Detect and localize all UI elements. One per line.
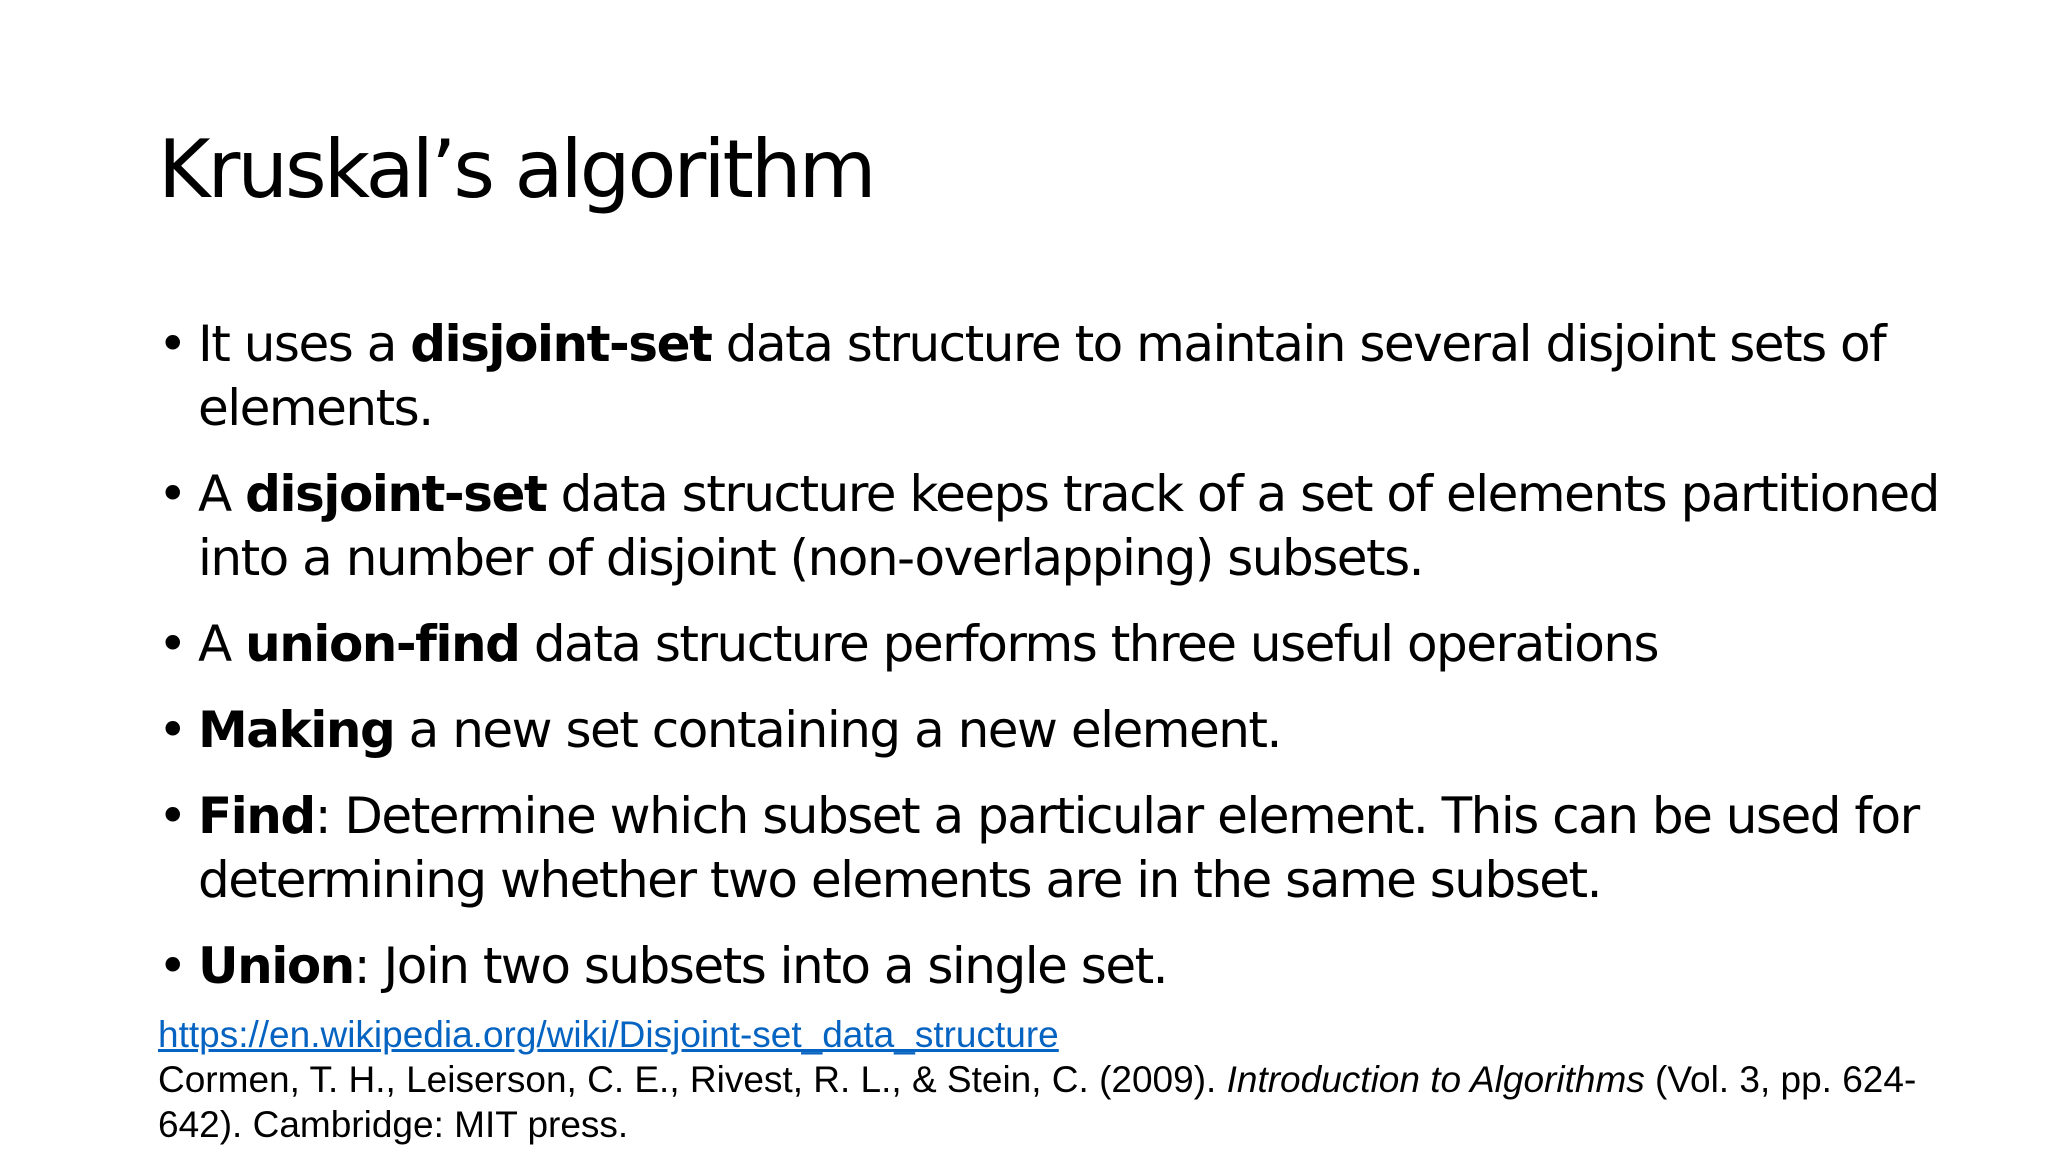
bullet-item bbox=[158, 934, 1998, 998]
bullet-item bbox=[158, 312, 1998, 440]
bullet-text: : Join two subsets into a single set. bbox=[353, 937, 1168, 995]
wikipedia-link[interactable]: https://en.wikipedia.org/wiki/Disjoint-set_data_structure bbox=[158, 1014, 1059, 1055]
bullet-list bbox=[158, 312, 1998, 1020]
bullet-keyword: disjoint-set bbox=[410, 315, 712, 373]
bullet-text: : Determine which subset a particular element. This can be used for determining whether two elements are in the same subset. bbox=[198, 787, 1919, 909]
bullet-text: It uses a bbox=[198, 315, 411, 373]
bullet-text: a new set containing a new element. bbox=[394, 701, 1281, 759]
citation-authors: Cormen, T. H., Leiserson, C. E., Rivest, R. L., & Stein, C. (2009). bbox=[158, 1059, 1227, 1100]
slide-title: Kruskal’s algorithm bbox=[158, 123, 874, 216]
bullet-keyword: union-find bbox=[245, 615, 520, 673]
citation-details: (Vol. 3, pp. 624-642). Cambridge: MIT press. bbox=[158, 1059, 1917, 1145]
bullet-keyword: Union bbox=[198, 937, 354, 995]
bullet-text: data structure keeps track of a set of elements partitioned into a number of disjoint (non-overlapping) subsets. bbox=[198, 465, 1939, 587]
bullet-text: data structure to maintain several disjoint sets of elements. bbox=[198, 315, 1886, 437]
bullet-keyword: disjoint-set bbox=[245, 465, 547, 523]
bullet-item bbox=[158, 462, 1998, 590]
references bbox=[158, 1012, 1978, 1147]
bullet-item bbox=[158, 698, 1998, 762]
bullet-item bbox=[158, 612, 1998, 676]
bullet-text: data structure performs three useful operations bbox=[519, 615, 1659, 673]
bullet-keyword: Making bbox=[198, 701, 395, 759]
citation bbox=[158, 1057, 1978, 1147]
bullet-text: A bbox=[198, 615, 246, 673]
bullet-text: A bbox=[198, 465, 246, 523]
citation-book-title: Introduction to Algorithms bbox=[1226, 1059, 1645, 1100]
bullet-item bbox=[158, 784, 1998, 912]
bullet-keyword: Find bbox=[198, 787, 315, 845]
